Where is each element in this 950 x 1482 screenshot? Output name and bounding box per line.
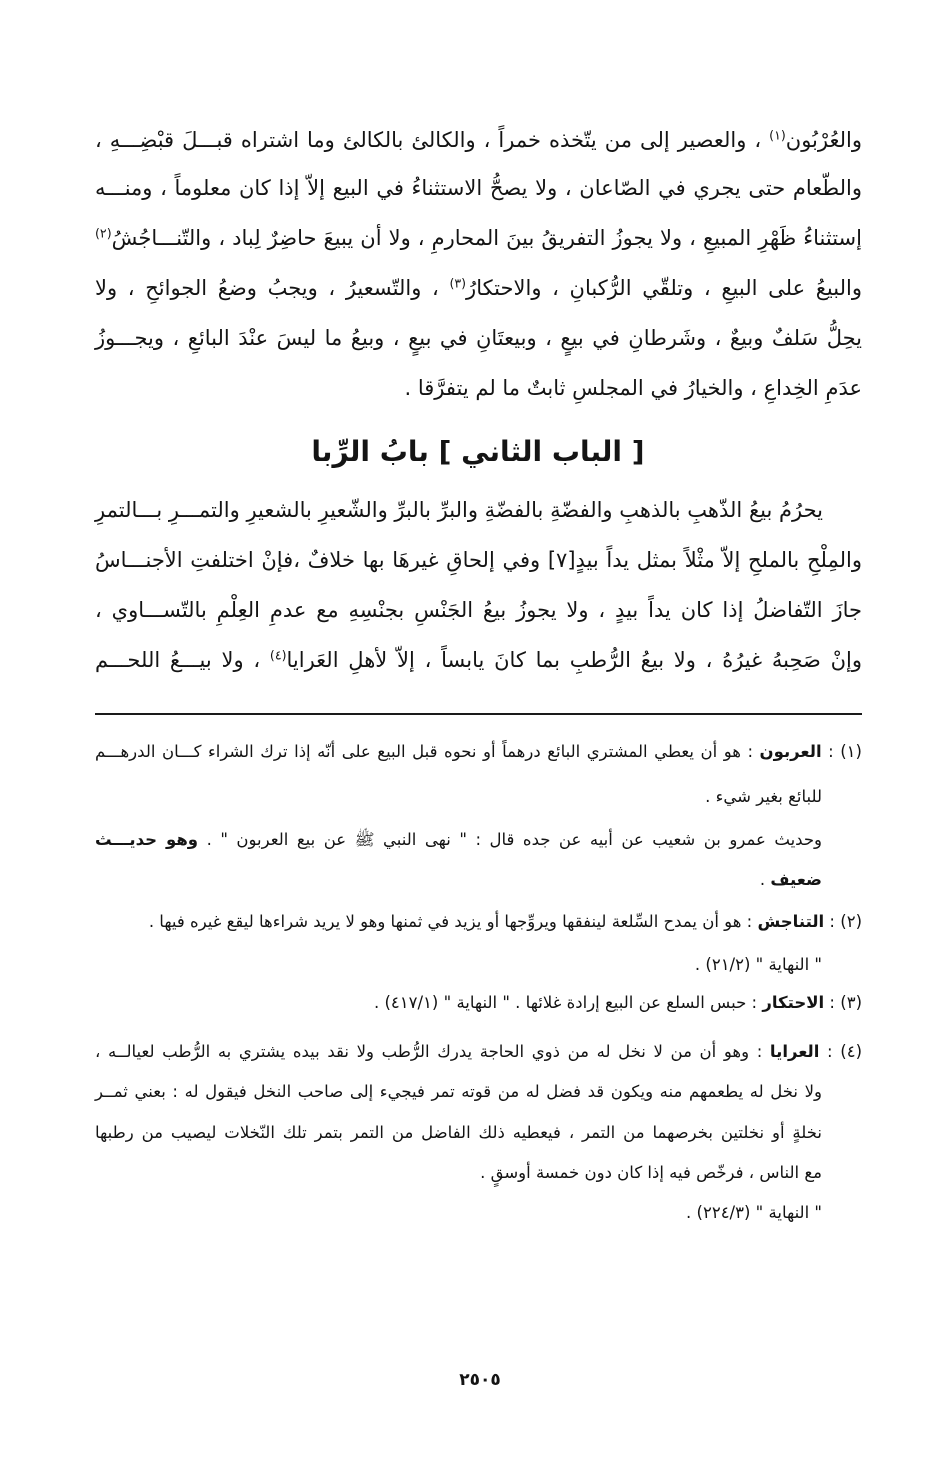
footnote-term: العرايا: [769, 1042, 820, 1061]
main-line: [95, 263, 862, 313]
chapter-heading: [ الباب الثاني ] بابُ الرِّبا: [311, 435, 645, 468]
line-text: عدَمِ الخِداعِ ، والخيارُ في المجلسِ ثابتٌ ما لم يتفرَّقا .: [404, 376, 862, 400]
footnote-source: " النهاية " (٢١/٢) .: [694, 955, 822, 974]
footnote-1: [95, 732, 862, 772]
line-text: ، ولا بيـــعُ اللحـــم: [95, 648, 270, 672]
footnote-marker: (٣) :: [824, 993, 862, 1012]
footnote-text: وحديث عمرو بن شعيب عن أبيه عن جده قال : " نهى النبي ﷺ عن بيع العربون " .: [198, 830, 822, 849]
main-line: [95, 115, 862, 165]
main-line: [95, 635, 862, 685]
line-text: يحِلُّ سَلفٌ وبيعٌ ، وشَرطانِ في بيعٍ ، وبيعتَانِ في بيعٍ ، وبيعُ ما ليسَ عنْدَ البائعِ ، ويجـــوزُ: [95, 326, 862, 350]
footnote-text: .: [759, 870, 771, 889]
footnote-text: : هو أن يعطي المشتري البائع درهماً أو نحوه قبل البيع على أنّه إذا ترك الشراء كـــان الدرهـــم: [95, 742, 760, 761]
footnote-line: [95, 777, 822, 817]
main-line: [95, 535, 862, 585]
footnote-term: الاحتكار: [762, 993, 825, 1012]
footnote-line: [95, 860, 822, 900]
footnote-text: للبائع بغير شيء .: [705, 787, 822, 806]
footnote-marker: (٤) :: [819, 1042, 862, 1061]
line-text: ، والتّسعيرُ ، ويجبُ وضعُ الجوائحِ ، ولا: [95, 276, 450, 300]
line-text: وإنْ صَحِبهُ غيرُهُ ، ولا بيعُ الرُّطبِ بما كانَ يابساً ، إلاّ لأهلِ العَرايا: [286, 648, 862, 672]
footnote-text: : هو أن يمدح السِّلعة لينفقها ويروِّجها أو يزيد في ثمنها وهو لا يريد شراءها ليقع غيره فيها .: [148, 912, 758, 931]
footnote-line: [95, 945, 822, 985]
footnote-marker: (٢) :: [824, 912, 862, 931]
footnote-3: [95, 983, 862, 1023]
footnote-text: مع الناس ، فرخّص فيه إذا كان دون خمسة أوسقٍ .: [480, 1163, 822, 1182]
footnote-text: نخلةٍ أو نخلتين بخرصهما من التمر ، فيعطيه ذلك الفاضل من التمر بتمر تلك النّخلات ليصيب من رطبها: [95, 1123, 822, 1142]
main-line: [95, 363, 862, 413]
footnote-bold: ضعيف: [770, 870, 822, 889]
footnote-line: [95, 1072, 822, 1112]
main-line: [95, 213, 862, 263]
footnote-marker: (١) :: [821, 742, 862, 761]
main-line: [95, 585, 862, 635]
footnote-line: [95, 1193, 822, 1233]
footnote-ref: (٤): [269, 647, 287, 663]
line-text: والمِلْحِ بالملحِ إلاّ مثْلاً بمثل يداً بيدٍ[٧] وفي إلحاقِ غيرهَا بها خلافٌ ،فإنْ اختلفتِ الأجنـــاسُ: [95, 548, 862, 572]
main-line: [95, 313, 862, 363]
line-text: يحرُمُ بيعُ الذّهبِ بالذهبِ والفضّةِ بالفضّةِ والبرِّ بالبرِّ والشّعيرِ بالشعيرِ والتمـــرِ بـــالتمرِ: [95, 498, 823, 522]
footnote-2: [95, 902, 862, 942]
footnote-term: التناجش: [757, 912, 825, 931]
footnote-text: : حبس السلع عن البيع إرادة غلائها . " النهاية " (٤١٧/١) .: [373, 993, 763, 1012]
footnote-ref: (٢): [95, 225, 112, 241]
footnote-line: [95, 1153, 822, 1193]
line-text: والبيعُ على البيعِ ، وتلقّي الرُّكبانِ ، والاحتكارُ: [466, 276, 862, 300]
footnote-term: العربون: [759, 742, 822, 761]
line-text: والعُرْبُون: [785, 128, 862, 152]
main-line: [95, 163, 862, 213]
footnote-4: [95, 1032, 862, 1072]
footnote-source: " النهاية " (٢٢٤/٣) .: [686, 1203, 822, 1222]
line-text: جازَ التّفاضلُ إذا كان يداً بيدٍ ، ولا يجوزُ بيعُ الجَنْسِ بجنْسِهِ مع عدمِ العِلْمِ بالتّســـاوي ،: [95, 598, 862, 622]
footnote-line: [95, 820, 822, 860]
line-text: والطّعام حتى يجري في الصّاعان ، ولا يصحُّ الاستثناءُ في البيع إلاّ إذا كان معلوماً ، ومنـــه: [95, 176, 862, 200]
footnote-text: : وهو أن من لا نخل له من ذوي الحاجة يدرك الرُّطب ولا نقد بيده يشتري به الرُّطب لعيالــه ،: [95, 1042, 770, 1061]
footnote-ref: (١): [769, 127, 786, 143]
main-line: [95, 485, 823, 535]
footnote-line: [95, 1113, 822, 1153]
footnote-separator: [95, 713, 862, 715]
footnote-bold: وهو حديـــث: [95, 830, 199, 849]
footnote-ref: (٣): [449, 275, 467, 291]
line-text: ، والعصير إلى من يتّخذه خمراً ، والكالئ بالكالئ وما اشتراه قبـــلَ قبْضِـــهِ ،: [95, 128, 770, 152]
footnote-text: ولا نخل له يطعمهم منه ويكون قد فضل له من قوته تمر فيجيء إلى صاحب النخل فيقول له : بعني ثمــر: [95, 1082, 822, 1101]
line-text: إستثناءُ ظَهْرِ المبيعِ ، ولا يجوزُ التفريقُ بينَ المحارمِ ، ولا أن يبيعَ حاضِرٌ لِباد ، والتّنـــاجُشُ: [111, 226, 862, 250]
page-number: ٢٥٠٥: [459, 1370, 501, 1390]
